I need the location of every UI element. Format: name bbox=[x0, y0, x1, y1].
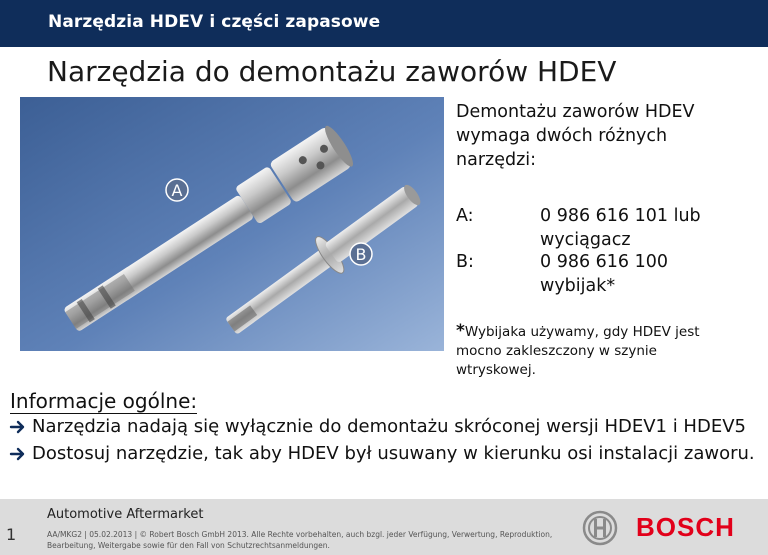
bullet-text: Narzędzia nadają się wyłącznie do demontażu skróconej wersji HDEV1 i HDEV5 bbox=[32, 416, 746, 437]
bullet-text: Dostosuj narzędzie, tak aby HDEV był usuwany w kierunku osi instalacji zaworu. bbox=[32, 443, 755, 464]
label-b: B bbox=[355, 245, 367, 264]
footnote-line: Wybijaka używamy, gdy HDEV jest bbox=[464, 324, 700, 340]
brand-logo: BOSCH bbox=[636, 512, 735, 542]
spec-value-line: wybijak* bbox=[540, 276, 616, 296]
label-a: A bbox=[171, 181, 183, 200]
arrow-right-icon bbox=[8, 444, 28, 464]
label-a-marker bbox=[166, 179, 188, 201]
footnote-line: mocno zakleszczony w szynie bbox=[456, 343, 657, 359]
footnote-star: * bbox=[456, 321, 465, 341]
description-intro bbox=[456, 100, 756, 172]
spec-key: A: bbox=[456, 206, 474, 226]
page-number: 1 bbox=[6, 525, 17, 544]
label-b-marker bbox=[350, 243, 372, 265]
legal-line: AA/MKG2 | 05.02.2013 | © Robert Bosch GmbH 2013. Alle Rechte vorbehalten, auch bzgl. jeder Verfügung, Verwertung, Reproduktion, bbox=[47, 530, 553, 539]
header-title: Narzędzia HDEV i części zapasowe bbox=[48, 12, 381, 32]
legal-line: Bearbeitung, Weitergabe sowie für den Fall von Schutzrechtsanmeldungen. bbox=[47, 541, 330, 550]
spec-key: B: bbox=[456, 252, 474, 272]
info-heading: Informacje ogólne: bbox=[10, 389, 198, 413]
spec-value-line: 0 986 616 100 bbox=[540, 252, 669, 272]
spec-value-line: wyciągacz bbox=[540, 230, 631, 250]
header-bar bbox=[0, 0, 768, 47]
footer-unit: Automotive Aftermarket bbox=[47, 507, 204, 522]
bosch-emblem-icon bbox=[582, 510, 618, 546]
description-line: Demontażu zaworów HDEV bbox=[456, 102, 695, 122]
description-block bbox=[456, 100, 756, 296]
footer-legal bbox=[47, 529, 567, 551]
arrow-right-icon bbox=[8, 417, 28, 437]
description-line: wymaga dwóch różnych bbox=[456, 126, 668, 146]
footnote-line: wtryskowej. bbox=[456, 362, 536, 378]
spec-value-line: 0 986 616 101 lub bbox=[540, 206, 701, 226]
list-item bbox=[8, 440, 758, 467]
list-item bbox=[8, 413, 758, 440]
info-bullet-list bbox=[8, 413, 758, 467]
tools-photo bbox=[20, 97, 444, 351]
description-line: narzędzi: bbox=[456, 150, 537, 170]
page-title: Narzędzia do demontażu zaworów HDEV bbox=[47, 55, 617, 88]
footnote bbox=[456, 322, 756, 380]
footer bbox=[0, 499, 768, 555]
